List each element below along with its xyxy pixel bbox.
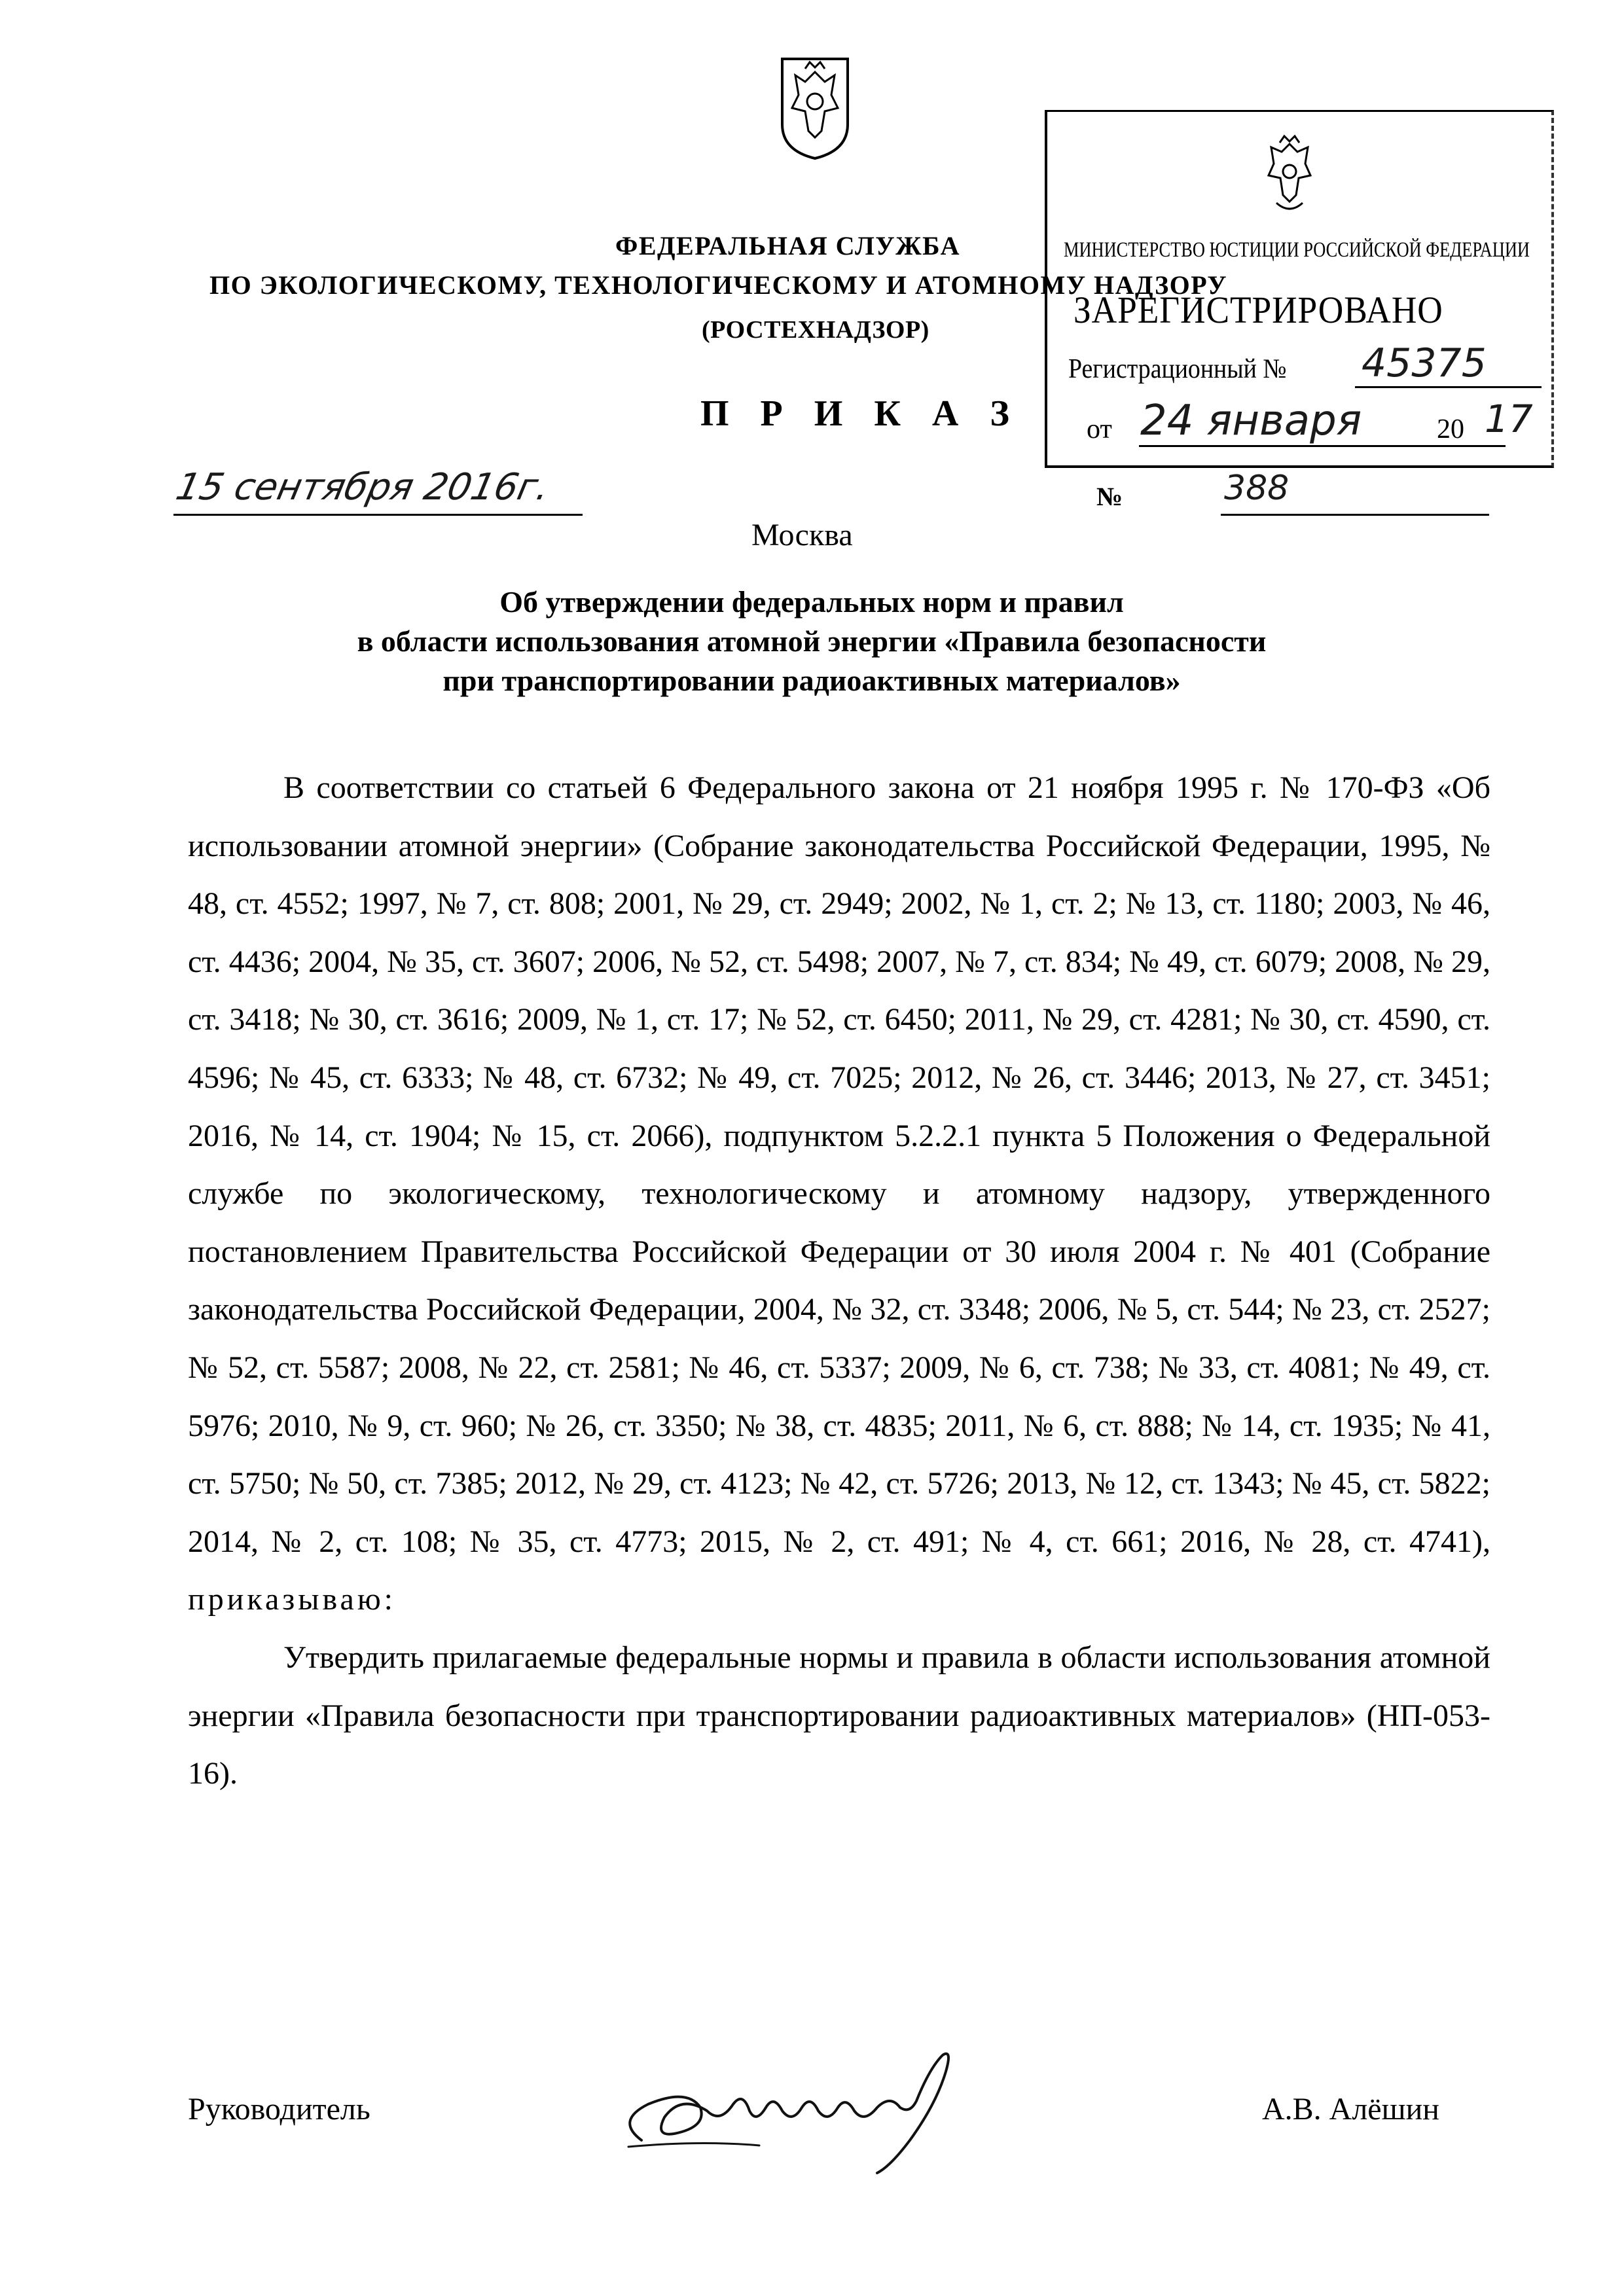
stamp-registration-number-value: 45375 — [1362, 340, 1487, 386]
body-paragraph-2: Утвердить прилагаемые федеральные нормы и правила в области использования атомной энергии «Правила безопасности при транспортировании радиоактивных материалов» (НП-053-16). — [188, 1640, 1490, 1791]
stamp-year-value: 17 — [1485, 397, 1533, 441]
stamp-year-prefix: 20 — [1437, 414, 1464, 444]
order-word: приказываю: — [188, 1582, 397, 1617]
stamp-registered-label: ЗАРЕГИСТРИРОВАНО — [1074, 289, 1443, 331]
document-body — [188, 759, 1490, 1803]
legal-basis-text: В соответствии со статьей 6 Федерального закона от 21 ноября 1995 г. № 170-ФЗ «Об использовании атомной энергии» (Собрание законодательства Российской Федерации, 1995, № 48, ст. 4552; 1997, № 7, ст. 808; 2001, № 29, ст. 2949; 2002, № 1, ст. 2; № 13, ст. 1180; 2003, № 46, ст. 4436; 2004, № 35, ст. 3607; 2006, № 52, ст. 5498; 2007, № 7, ст. 834; № 49, ст. 6079; 2008, № 29, ст. 3418; № 30, ст. 3616; 2009, № 1, ст. 17; № 52, ст. 6450; 2011, № 29, ст. 4281; № 30, ст. 4590, ст. 4596; № 45, ст. 6333; № 48, ст. 6732; № 49, ст. 7025; 2012, № 26, ст. 3446; 2013, № 27, ст. 3451; 2016, № 14, ст. 1904; № 15, ст. 2066), подпунктом 5.2.2.1 пункта 5 Положения о Федеральной службе по экологическому, технологическому и атомному надзору, утвержденного постановлением Правительства Российской Федерации от 30 июля 2004 г. № 401 (Собрание законодательства Российской Федерации, 2004, № 32, ст. 3348; 2006, № 5, ст. 544; № 23, ст. 2527; № 52, ст. 5587; 2008, № 22, ст. 2581; № 46, ст. 5337; 2009, № 6, ст. 738; № 33, ст. 4081; № 49, ст. 5976; 2010, № 9, ст. 960; № 26, ст. 3350; № 38, ст. 4835; 2011, № 6, ст. 888; № 14, ст. 1935; № 41, ст. 5750; № 50, ст. 7385; 2012, № 29, ст. 4123; № 42, ст. 5726; 2013, № 12, ст. 1343; № 45, ст. 5822; 2014, № 2, ст. 108; № 35, ст. 4773; 2015, № 2, ст. 491; № 4, ст. 661; 2016, № 28, ст. 4741), — [188, 770, 1490, 1559]
stamp-number-underline — [1355, 386, 1542, 388]
handwritten-date: 15 сентября 2016г. — [172, 466, 554, 509]
stamp-date-underline — [1139, 445, 1506, 447]
stamp-date-label: от — [1087, 414, 1112, 444]
signer-name: А.В. Алёшин — [1262, 2092, 1439, 2126]
agency-name-line1: ФЕДЕРАЛЬНАЯ СЛУЖБА — [615, 231, 960, 260]
document-type-title: П Р И К А З — [700, 393, 1020, 434]
stamp-date-value: 24 января — [1140, 397, 1362, 445]
agency-name-line2: ПО ЭКОЛОГИЧЕСКОМУ, ТЕХНОЛОГИЧЕСКОМУ И АТОМНОМУ НАДЗОРУ — [209, 270, 1228, 300]
agency-short-name: (РОСТЕХНАДЗОР) — [702, 316, 929, 344]
subject-line2: в области использования атомной энергии «Правила безопасности — [357, 624, 1267, 658]
handwritten-signature — [602, 2042, 1008, 2179]
document-subject — [196, 583, 1427, 700]
subject-line1: Об утверждении федеральных норм и правил — [499, 585, 1124, 619]
subject-line3: при транспортировании радиоактивных материалов» — [442, 664, 1181, 697]
stamp-ministry-name: МИНИСТЕРСТВО ЮСТИЦИИ РОССИЙСКОЙ ФЕДЕРАЦИИ — [1064, 238, 1530, 262]
date-underline — [173, 514, 583, 516]
stamp-coat-of-arms-icon — [1250, 131, 1329, 223]
city-name: Москва — [751, 518, 853, 552]
body-paragraph-1 — [188, 759, 1490, 1629]
russian-coat-of-arms-icon — [769, 46, 861, 160]
order-number-label: № — [1096, 482, 1123, 511]
order-number-underline — [1221, 514, 1489, 516]
stamp-registration-number-label: Регистрационный № — [1068, 354, 1287, 384]
signer-role: Руководитель — [188, 2092, 370, 2126]
order-number-value: 388 — [1224, 469, 1290, 508]
